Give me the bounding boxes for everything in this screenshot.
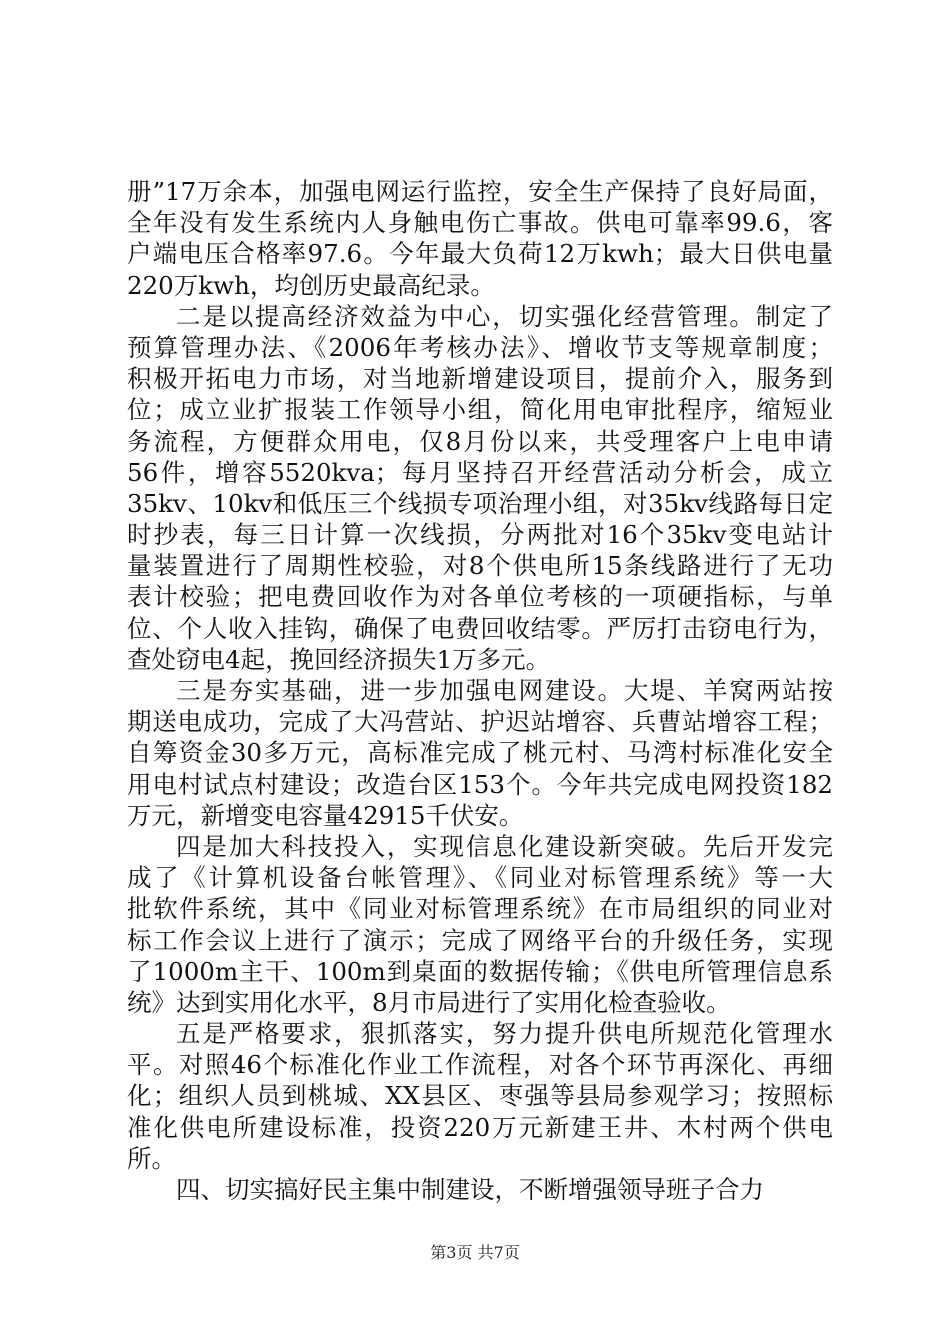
- text-line: 位、个人收入挂钩，确保了电费回收结零。严厉打击窃电行为，: [127, 613, 833, 643]
- text-line: 户端电压合格率97.6。今年最大负荷12万kwh；最大日供电量: [127, 239, 833, 269]
- text-line: 标工作会议上进行了演示；完成了网络平台的升级任务，实现: [127, 925, 833, 955]
- text-line: 册”17万余本，加强电网运行监控，安全生产保持了良好局面，: [127, 177, 833, 206]
- text-line: 二是以提高经济效益为中心，切实强化经营管理。制定了: [176, 301, 833, 331]
- text-line: 成了《计算机设备台帐管理》、《同业对标管理系统》等一大: [127, 863, 833, 893]
- text-line: 表计校验；把电费回收作为对各单位考核的一项硬指标，与单: [127, 582, 833, 612]
- text-line: 35kv、10kv和低压三个线损专项治理小组，对35kv线路每日定: [127, 488, 833, 518]
- text-line: 化；组织人员到桃城、XX县区、枣强等县局参观学习；按照标: [127, 1081, 833, 1111]
- text-line: 了1000m主干、100m到桌面的数据传输；《供电所管理信息系: [127, 956, 833, 986]
- text-line: 期送电成功，完成了大冯营站、护迟站增容、兵曹站增容工程；: [127, 707, 833, 737]
- text-line: 预算管理办法、《2006年考核办法》、增收节支等规章制度；: [127, 332, 833, 362]
- text-line: 自筹资金30多万元，高标准完成了桃元村、马湾村标准化安全: [127, 738, 833, 768]
- text-line: 量装置进行了周期性校验，对8个供电所15条线路进行了无功: [127, 551, 833, 581]
- text-line: 查处窃电4起，挽回经济损失1万多元。: [127, 644, 551, 674]
- text-line: 56件，增容5520kva；每月坚持召开经营活动分析会，成立: [127, 457, 833, 487]
- text-line: 积极开拓电力市场，对当地新增建设项目，提前介入，服务到: [127, 364, 833, 394]
- text-line: 统》达到实用化水平，8月市局进行了实用化检查验收。: [127, 987, 731, 1017]
- text-line: 用电村试点村建设；改造台区153个。今年共完成电网投资182: [127, 769, 833, 799]
- text-line: 务流程，方便群众用电，仅8月份以来，共受理客户上电申请: [127, 426, 833, 456]
- text-line: 三是夯实基础，进一步加强电网建设。大堤、羊窝两站按: [176, 676, 833, 705]
- paragraph-5: [127, 1018, 833, 1174]
- paragraph-2: [127, 301, 833, 675]
- section-heading: [127, 1174, 833, 1205]
- paragraph-3: [127, 675, 833, 831]
- text-line: 全年没有发生系统内人身触电伤亡事故。供电可靠率99.6，客: [127, 208, 833, 238]
- text-line: 四是加大科技投入，实现信息化建设新突破。先后开发完: [176, 831, 833, 861]
- document-body: [127, 176, 833, 1205]
- section-heading-text: 四、切实搞好民主集中制建设，不断增强领导班子合力: [176, 1175, 764, 1204]
- page-number-footer: 第3页 共7页: [430, 1243, 520, 1262]
- text-line: 所。: [127, 1143, 176, 1173]
- paragraph-1: [127, 176, 833, 301]
- text-line: 位；成立业扩报装工作领导小组，简化用电审批程序，缩短业: [127, 395, 833, 425]
- text-line: 平。对照46个标准化作业工作流程，对各个环节再深化、再细: [127, 1050, 833, 1080]
- text-line: 批软件系统，其中《同业对标管理系统》在市局组织的同业对: [127, 894, 833, 924]
- text-line: 五是严格要求，狠抓落实，努力提升供电所规范化管理水: [176, 1019, 833, 1049]
- text-line: 时抄表，每三日计算一次线损，分两批对16个35kv变电站计: [127, 520, 833, 550]
- text-line: 220万kwh，均创历史最高纪录。: [127, 270, 495, 300]
- paragraph-4: [127, 831, 833, 1018]
- text-line: 准化供电所建设标准，投资220万元新建王井、木村两个供电: [127, 1112, 833, 1142]
- text-line: 万元，新增变电容量42915千伏安。: [127, 800, 524, 830]
